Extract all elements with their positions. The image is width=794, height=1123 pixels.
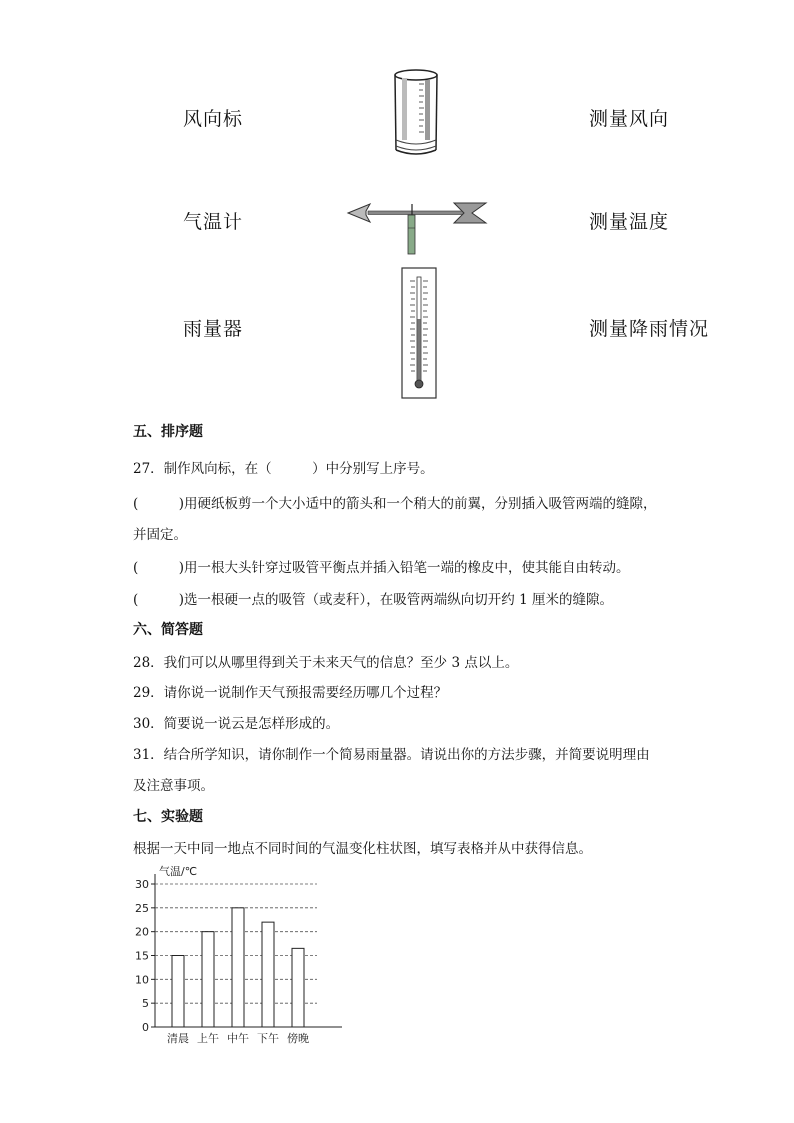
temperature-bar-chart: [120, 862, 350, 1047]
sort-step-2: ( )用一根大头针穿过吸管平衡点并插入铅笔一端的橡皮中，使其能自由转动。: [133, 560, 630, 576]
y-tick-label: 25: [135, 901, 149, 915]
question-28: 28．我们可以从哪里得到关于未来天气的信息？至少 3 点以上。: [133, 655, 519, 671]
bar: [232, 908, 244, 1027]
y-tick-label: 10: [135, 973, 149, 987]
y-tick-label: 30: [135, 878, 149, 891]
x-tick-label: 中午: [227, 1032, 249, 1045]
y-tick-label: 15: [135, 949, 149, 963]
bar: [202, 932, 214, 1027]
question-31-cont: 及注意事项。: [133, 778, 214, 794]
x-tick-label: 下午: [257, 1032, 279, 1045]
question-30: 30．简要说一说云是怎样形成的。: [133, 716, 340, 732]
bar: [292, 948, 304, 1027]
match-right-2: 测量温度: [589, 211, 670, 233]
match-left-2: 气温计: [183, 211, 244, 233]
section-5-title: 五、排序题: [133, 424, 203, 440]
section-7-title: 七、实验题: [133, 809, 203, 825]
sort-step-3: ( )选一根硬一点的吸管（或麦秆），在吸管两端纵向切开约 1 厘米的缝隙。: [133, 592, 613, 608]
sort-step-1: ( )用硬纸板剪一个大小适中的箭头和一个稍大的前翼，分别插入吸管两端的缝隙，: [133, 496, 657, 512]
bar: [262, 922, 274, 1027]
question-31: 31．结合所学知识，请你制作一个简易雨量器。请说出你的方法步骤，并简要说明理由: [133, 747, 650, 763]
match-left-1: 风向标: [183, 108, 244, 130]
question-29: 29．请你说一说制作天气预报需要经历哪几个过程？: [133, 685, 448, 701]
match-right-3: 测量降雨情况: [589, 318, 710, 340]
section-6-title: 六、简答题: [133, 622, 203, 638]
match-left-3: 雨量器: [183, 318, 244, 340]
bar: [172, 956, 184, 1028]
x-tick-label: 上午: [197, 1032, 219, 1045]
sort-step-1-cont: 并固定。: [133, 527, 187, 543]
question-27: 27．制作风向标，在（ ）中分别写上序号。: [133, 461, 434, 477]
x-tick-label: 傍晚: [287, 1032, 309, 1045]
thermometer-image: [401, 267, 437, 399]
y-axis-label: 气温/℃: [159, 865, 198, 878]
x-tick-label: 清晨: [167, 1032, 189, 1045]
wind-vane-image: [346, 198, 488, 256]
y-tick-label: 20: [135, 925, 149, 939]
match-right-1: 测量风向: [589, 108, 670, 130]
y-tick-label: 5: [142, 997, 149, 1011]
experiment-intro: 根据一天中同一地点不同时间的气温变化柱状图，填写表格并从中获得信息。: [133, 841, 592, 857]
y-tick-label: 0: [142, 1021, 149, 1034]
rain-gauge-image: [392, 68, 440, 162]
